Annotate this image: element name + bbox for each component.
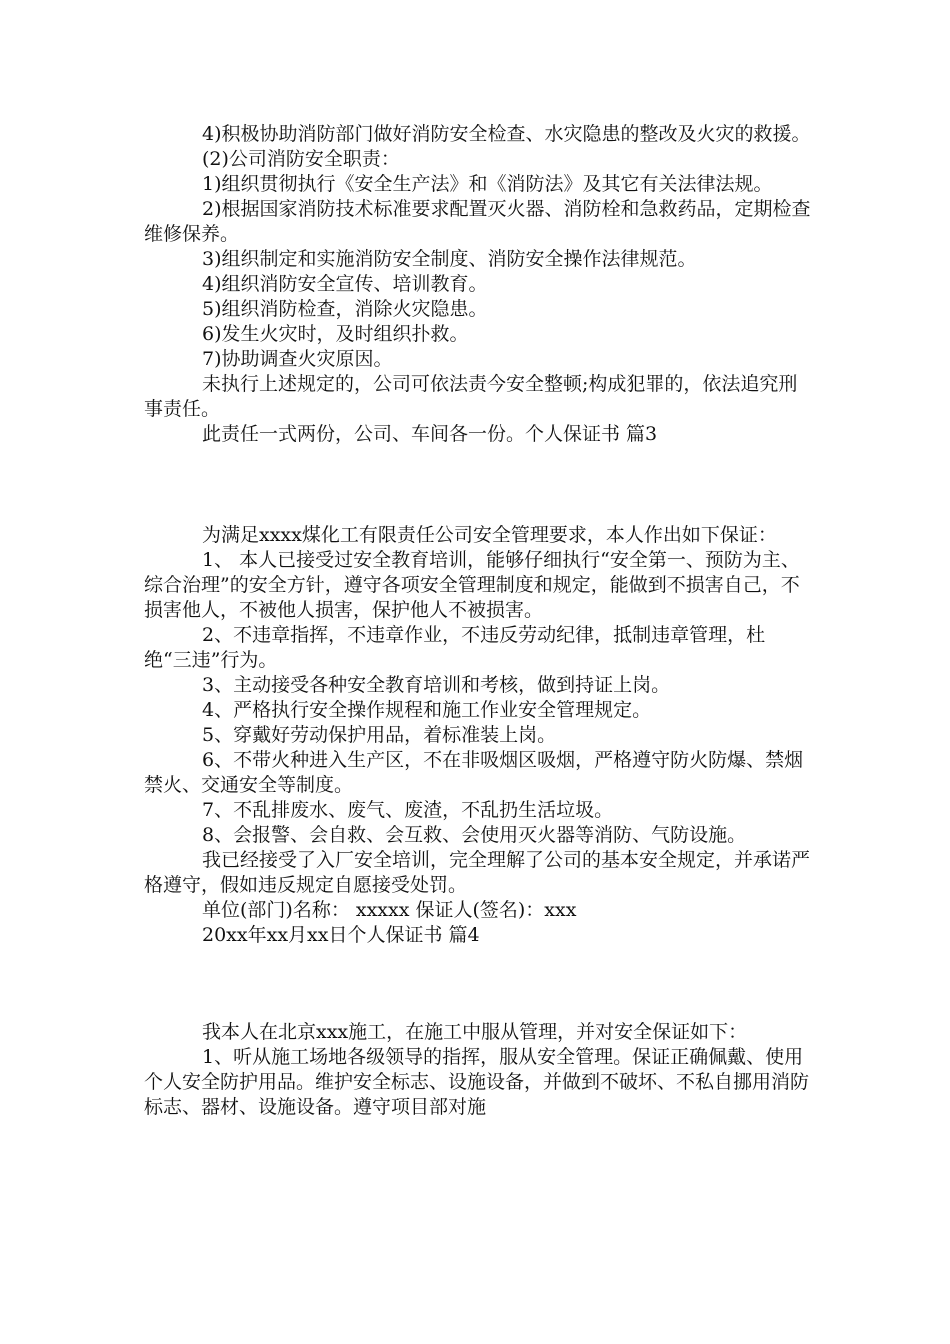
- spacer: [144, 447, 812, 523]
- paragraph: 1、 本人已接受过安全教育培训，能够仔细执行“安全第一、预防为主、综合治理”的安全方针，遵守各项安全管理制度和规定，能做到不损害自己，不损害他人，不被他人损害，保护他人不被损害。: [144, 549, 800, 621]
- signature-line: 单位(部门)名称： xxxxx 保证人(签名)：xxx: [202, 899, 577, 921]
- paragraph: 2、不违章指挥，不违章作业，不违反劳动纪律，抵制违章管理，杜绝“三违”行为。: [144, 624, 766, 671]
- paragraph: 5、穿戴好劳动保护用品，着标准装上岗。: [202, 724, 557, 746]
- paragraph: 4)积极协助消防部门做好消防安全检查、水灾隐患的整改及火灾的救援。: [202, 123, 811, 145]
- paragraph: 1、听从施工场地各级领导的指挥，服从安全管理。保证正确佩戴、使用个人安全防护用品。维护安全标志、设施设备，并做到不破坏、不私自挪用消防标志、器材、设施设备。遵守项目部对施: [144, 1046, 810, 1118]
- paragraph: 7、不乱排废水、废气、废渣，不乱扔生活垃圾。: [202, 799, 614, 821]
- paragraph: 未执行上述规定的，公司可依法责今安全整顿;构成犯罪的，依法追究刑事责任。: [144, 373, 798, 420]
- paragraph: 7)协助调查火灾原因。: [202, 348, 393, 370]
- section-heading: 20xx年xx月xx日个人保证书 篇4: [202, 924, 480, 946]
- paragraph: 2)根据国家消防技术标准要求配置灭火器、消防栓和急救药品，定期检查维修保养。: [144, 198, 811, 245]
- paragraph: 6)发生火灾时，及时组织扑救。: [202, 323, 469, 345]
- paragraph: 1)组织贯彻执行《安全生产法》和《消防法》及其它有关法律法规。: [202, 173, 773, 195]
- paragraph: (2)公司消防安全职责：: [202, 148, 400, 170]
- section-heading: 此责任一式两份，公司、车间各一份。个人保证书 篇3: [202, 423, 658, 445]
- paragraph: 为满足xxxx煤化工有限责任公司安全管理要求，本人作出如下保证：: [202, 524, 777, 546]
- paragraph: 3、主动接受各种安全教育培训和考核，做到持证上岗。: [202, 674, 671, 696]
- paragraph: 4、严格执行安全操作规程和施工作业安全管理规定。: [202, 699, 652, 721]
- paragraph: 5)组织消防检查，消除火灾隐患。: [202, 298, 488, 320]
- paragraph: 3)组织制定和实施消防安全制度、消防安全操作法律规范。: [202, 248, 697, 270]
- paragraph: 8、会报警、会自救、会互救、会使用灭火器等消防、气防设施。: [202, 824, 747, 846]
- paragraph: 我本人在北京xxx施工，在施工中服从管理，并对安全保证如下：: [202, 1021, 748, 1043]
- spacer: [144, 948, 812, 1020]
- paragraph: 6、不带火种进入生产区，不在非吸烟区吸烟，严格遵守防火防爆、禁烟禁火、交通安全等制度。: [144, 749, 804, 796]
- document-body: [144, 122, 812, 1120]
- paragraph: 4)组织消防安全宣传、培训教育。: [202, 273, 488, 295]
- paragraph: 我已经接受了入厂安全培训，完全理解了公司的基本安全规定，并承诺严格遵守，假如违反规定自愿接受处罚。: [144, 849, 811, 896]
